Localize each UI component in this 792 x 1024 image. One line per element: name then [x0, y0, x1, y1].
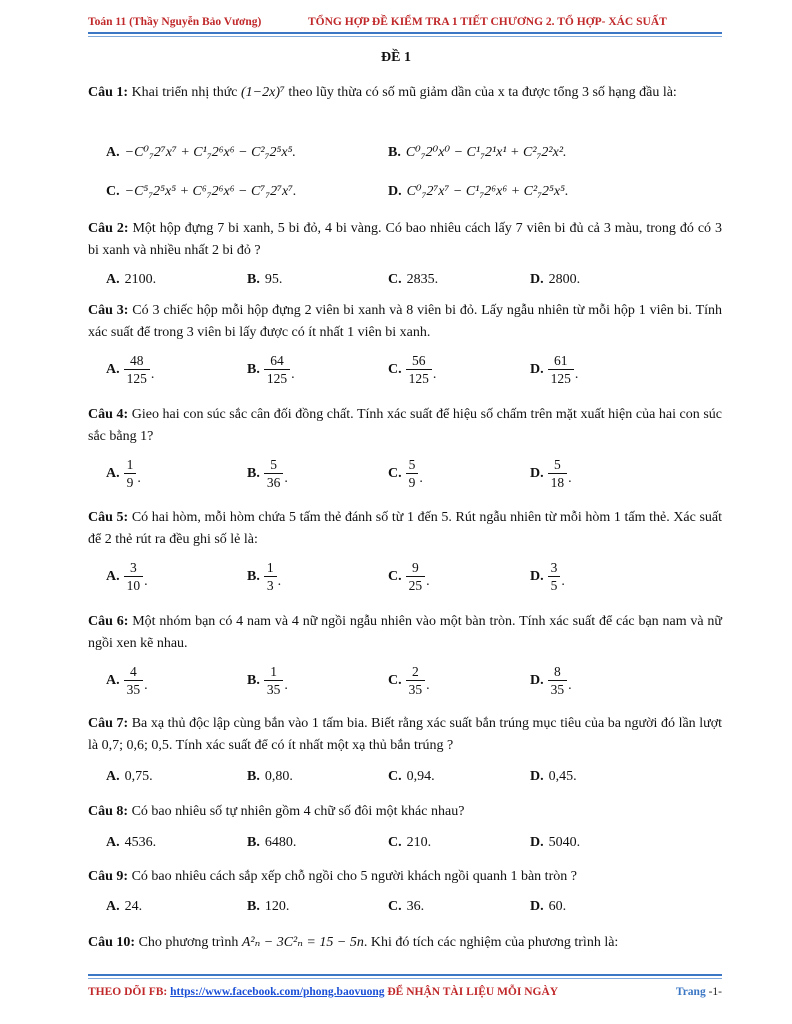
option-7a: [106, 767, 153, 787]
numerator: 8: [548, 663, 568, 681]
question-text: Khai triển nhị thức: [131, 85, 238, 100]
option-letter: B.: [247, 899, 260, 914]
question-label: Câu 5:: [88, 510, 129, 525]
option-2b: [247, 270, 282, 290]
option-letter: B.: [247, 568, 260, 584]
numerator: 56: [406, 352, 432, 370]
denominator: 35: [266, 682, 281, 697]
option-letter: C.: [388, 672, 402, 688]
question-8: [88, 801, 722, 823]
option-value: 6480.: [264, 835, 297, 850]
fraction: [264, 352, 290, 387]
question-text: Cho phương trình: [138, 935, 239, 950]
option-9d: [530, 897, 566, 917]
header-right: TỔNG HỢP ĐỀ KIỂM TRA 1 TIẾT CHƯƠNG 2. TỔ HỢP- XÁC SUẤT: [308, 16, 667, 28]
question-text: Có 3 chiếc hộp mỗi hộp đựng 2 viên bi xanh và 8 viên bi đỏ. Lấy ngẫu nhiên từ mỗi hộp 1 viên bi. Tính xác suất để trong 3 viên bi lấy được có ít nhất 1 viên bi xanh.: [88, 303, 723, 340]
question-10: [88, 932, 722, 954]
question-3: [88, 300, 722, 344]
denominator: 125: [550, 371, 571, 386]
fraction: [406, 663, 426, 698]
denominator: 125: [266, 371, 288, 386]
fraction: [124, 663, 144, 698]
fraction: [548, 559, 561, 594]
option-value: −C⁰₇2⁷x⁷ + C¹₇2⁶x⁶ − C²₇2⁵x⁵.: [124, 145, 296, 160]
denominator: 5: [550, 578, 558, 593]
option-5a: A. $\frac{3}{10}$ .: [106, 560, 148, 593]
option-value: 0,45.: [548, 769, 577, 784]
option-letter: B.: [247, 272, 260, 287]
denominator: 36: [266, 475, 281, 490]
option-value: 24.: [124, 899, 143, 914]
option-value: 0,94.: [406, 769, 435, 784]
option-letter: A.: [106, 465, 120, 481]
option-1d: [388, 182, 569, 202]
fraction: [124, 352, 150, 387]
footer-suffix: ĐỂ NHẬN TÀI LIỆU MỖI NGÀY: [387, 986, 559, 998]
option-4b: B. $\frac{5}{36}$ .: [247, 457, 288, 490]
question-5: [88, 507, 722, 551]
question-text: Có bao nhiêu cách sắp xếp chỗ ngồi cho 5 người khách ngồi quanh 1 bàn tròn ?: [131, 869, 577, 884]
question-text: theo lũy thừa có số mũ giảm dần của x ta được tổng 3 số hạng đầu là:: [288, 85, 677, 100]
option-letter: A.: [106, 361, 120, 377]
fraction: [406, 352, 432, 387]
numerator: 1: [264, 559, 277, 577]
question-text: Có bao nhiêu số tự nhiên gồm 4 chữ số đôi một khác nhau?: [131, 804, 465, 819]
option-2c: [388, 270, 438, 290]
option-value: 210.: [406, 835, 432, 850]
option-value: 60.: [548, 899, 567, 914]
option-letter: B.: [247, 835, 260, 850]
option-5d: D. $\frac{3}{5}$ .: [530, 560, 565, 593]
option-9a: [106, 897, 142, 917]
option-letter: C.: [388, 465, 402, 481]
denominator: 10: [126, 578, 141, 593]
denominator: 25: [408, 578, 423, 593]
numerator: 3: [124, 559, 144, 577]
option-letter: D.: [530, 769, 544, 784]
option-letter: D.: [530, 835, 544, 850]
fraction: [264, 663, 284, 698]
footer-rule-thin: [88, 978, 722, 979]
option-letter: C.: [106, 184, 120, 199]
question-label: Câu 8:: [88, 804, 129, 819]
option-4a: A. $\frac{1}{9}$ .: [106, 457, 141, 490]
numerator: 5: [264, 456, 284, 474]
header-rule: [88, 32, 722, 34]
option-6c: C. $\frac{2}{35}$ .: [388, 664, 430, 697]
question-2: [88, 218, 722, 262]
question-label: Câu 10:: [88, 935, 136, 950]
option-letter: D.: [530, 272, 544, 287]
option-letter: C.: [388, 899, 402, 914]
option-1b: [388, 143, 567, 163]
fraction: [548, 663, 568, 698]
numerator: 64: [264, 352, 290, 370]
option-letter: A.: [106, 835, 120, 850]
option-7b: [247, 767, 293, 787]
option-7d: [530, 767, 577, 787]
option-value: 4536.: [124, 835, 157, 850]
option-value: 36.: [406, 899, 425, 914]
option-8d: [530, 833, 580, 853]
question-text: Gieo hai con súc sắc cân đối đồng chất. Tính xác suất để hiệu số chấm trên mặt xuất hiện của hai con súc sắc bằng 1?: [88, 407, 723, 444]
option-2d: [530, 270, 580, 290]
option-letter: C.: [388, 769, 402, 784]
option-value: 2800.: [548, 272, 581, 287]
fraction: [264, 559, 277, 594]
option-value: 0,75.: [124, 769, 153, 784]
fraction: [406, 456, 419, 491]
page-footer: [88, 986, 722, 1002]
option-letter: A.: [106, 769, 120, 784]
option-letter: D.: [530, 899, 544, 914]
fraction: [264, 456, 284, 491]
option-value: 120.: [264, 899, 290, 914]
question-6: [88, 611, 722, 655]
question-expression: (1−2x)⁷: [241, 85, 285, 100]
option-5b: B. $\frac{1}{3}$ .: [247, 560, 282, 593]
option-8a: [106, 833, 156, 853]
option-6d: D. $\frac{8}{35}$ .: [530, 664, 572, 697]
option-letter: D.: [530, 568, 544, 584]
denominator: 125: [408, 371, 429, 386]
denominator: 9: [126, 475, 134, 490]
option-value: 2100.: [124, 272, 157, 287]
option-letter: B.: [247, 769, 260, 784]
page-header: [88, 14, 722, 34]
question-text: Một hộp đựng 7 bi xanh, 5 bi đỏ, 4 bi vàng. Có bao nhiêu cách lấy 7 viên bi đủ cả 3 màu, trong đó có 3 bi xanh và nhiều nhất 2 bi đỏ ?: [88, 221, 723, 258]
option-1c: [106, 182, 297, 202]
fraction: [548, 456, 568, 491]
question-label: Câu 2:: [88, 221, 129, 236]
option-3b: B. $\frac{64}{125}$ .: [247, 353, 295, 386]
option-9c: [388, 897, 424, 917]
option-8b: [247, 833, 296, 853]
page-number: [676, 986, 722, 998]
option-value: 0,80.: [264, 769, 293, 784]
numerator: 5: [406, 456, 419, 474]
numerator: 3: [548, 559, 561, 577]
denominator: 3: [266, 578, 274, 593]
option-letter: C.: [388, 835, 402, 850]
numerator: 1: [124, 456, 137, 474]
option-7c: [388, 767, 435, 787]
option-letter: A.: [106, 272, 120, 287]
option-value: C⁰₇2⁷x⁷ − C¹₇2⁶x⁶ + C²₇2⁵x⁵.: [406, 184, 569, 199]
question-9: [88, 866, 722, 888]
option-letter: B.: [247, 361, 260, 377]
question-1: [88, 82, 722, 104]
option-value: 5040.: [548, 835, 581, 850]
option-letter: A.: [106, 568, 120, 584]
numerator: 5: [548, 456, 568, 474]
numerator: 2: [406, 663, 426, 681]
facebook-link[interactable]: https://www.facebook.com/phong.baovuong: [170, 986, 385, 998]
option-letter: C.: [388, 361, 402, 377]
option-value: −C⁵₇2⁵x⁵ + C⁶₇2⁶x⁶ − C⁷₇2⁷x⁷.: [124, 184, 297, 199]
question-label: Câu 9:: [88, 869, 129, 884]
option-value: 95.: [264, 272, 283, 287]
option-value: 2835.: [406, 272, 439, 287]
header-rule-thin: [88, 36, 722, 37]
question-label: Câu 1:: [88, 85, 129, 100]
fraction: [124, 559, 144, 594]
option-3d: D. $\frac{61}{125}$ .: [530, 353, 579, 386]
option-letter: B.: [247, 672, 260, 688]
option-value: C⁰₇2⁰x⁰ − C¹₇2¹x¹ + C²₇2²x².: [405, 145, 567, 160]
option-letter: A.: [106, 145, 120, 160]
option-letter: D.: [530, 361, 544, 377]
question-label: Câu 4:: [88, 407, 129, 422]
option-3a: A. $\frac{48}{125}$ .: [106, 353, 155, 386]
numerator: 61: [548, 352, 574, 370]
page-title: ĐỀ 1: [381, 50, 411, 65]
numerator: 1: [264, 663, 284, 681]
numerator: 48: [124, 352, 150, 370]
question-label: Câu 3:: [88, 303, 129, 318]
fraction: [124, 456, 137, 491]
option-letter: C.: [388, 272, 402, 287]
fraction: [548, 352, 574, 387]
option-6a: A. $\frac{4}{35}$ .: [106, 664, 148, 697]
option-5c: C. $\frac{9}{25}$ .: [388, 560, 430, 593]
denominator: 35: [408, 682, 423, 697]
question-text: Một nhóm bạn có 4 nam và 4 nữ ngồi ngẫu nhiên vào một bàn tròn. Tính xác suất để các bạn nam và nữ ngồi xen kẽ nhau.: [88, 614, 723, 651]
option-letter: D.: [530, 672, 544, 688]
denominator: 18: [550, 475, 565, 490]
question-7: [88, 713, 722, 757]
header-left: Toán 11 (Thầy Nguyễn Bảo Vương): [88, 16, 262, 28]
option-letter: D.: [530, 465, 544, 481]
question-label: Câu 7:: [88, 716, 129, 731]
denominator: 9: [408, 475, 416, 490]
footer-prefix: THEO DÕI FB:: [88, 986, 168, 998]
option-letter: C.: [388, 568, 402, 584]
question-text: Ba xạ thủ độc lập cùng bắn vào 1 tấm bia. Biết rằng xác suất bắn trúng mục tiêu của ba người đó lần lượt là 0,7; 0,6; 0,5. Tính xác suất để có ít nhất một xạ thủ bắn trúng ?: [88, 716, 723, 753]
numerator: 4: [124, 663, 144, 681]
option-8c: [388, 833, 431, 853]
question-text: . Khi đó tích các nghiệm của phương trình là:: [363, 935, 619, 950]
option-4c: C. $\frac{5}{9}$ .: [388, 457, 423, 490]
page-num: -1-: [708, 986, 722, 998]
question-label: Câu 6:: [88, 614, 129, 629]
denominator: 125: [126, 371, 147, 386]
question-text: Có hai hòm, mỗi hòm chứa 5 tấm thẻ đánh số từ 1 đến 5. Rút ngẫu nhiên từ mỗi hòm 1 tấm thẻ. Xác suất để 2 thẻ rút ra đều ghi số lẻ là:: [88, 510, 723, 547]
option-9b: [247, 897, 289, 917]
option-6b: B. $\frac{1}{35}$ .: [247, 664, 288, 697]
footer-rule: [88, 974, 722, 976]
denominator: 35: [550, 682, 565, 697]
question-expression: A²ₙ − 3C²ₙ = 15 − 5n: [241, 935, 364, 950]
fraction: [406, 559, 426, 594]
option-letter: B.: [388, 145, 401, 160]
option-1a: [106, 143, 296, 163]
option-3c: C. $\frac{56}{125}$ .: [388, 353, 437, 386]
option-2a: [106, 270, 156, 290]
question-4: [88, 404, 722, 448]
option-letter: A.: [106, 672, 120, 688]
page-label: Trang: [675, 986, 706, 998]
denominator: 35: [126, 682, 141, 697]
option-letter: B.: [247, 465, 260, 481]
option-letter: D.: [388, 184, 402, 199]
numerator: 9: [406, 559, 426, 577]
option-4d: D. $\frac{5}{18}$ .: [530, 457, 572, 490]
option-letter: A.: [106, 899, 120, 914]
